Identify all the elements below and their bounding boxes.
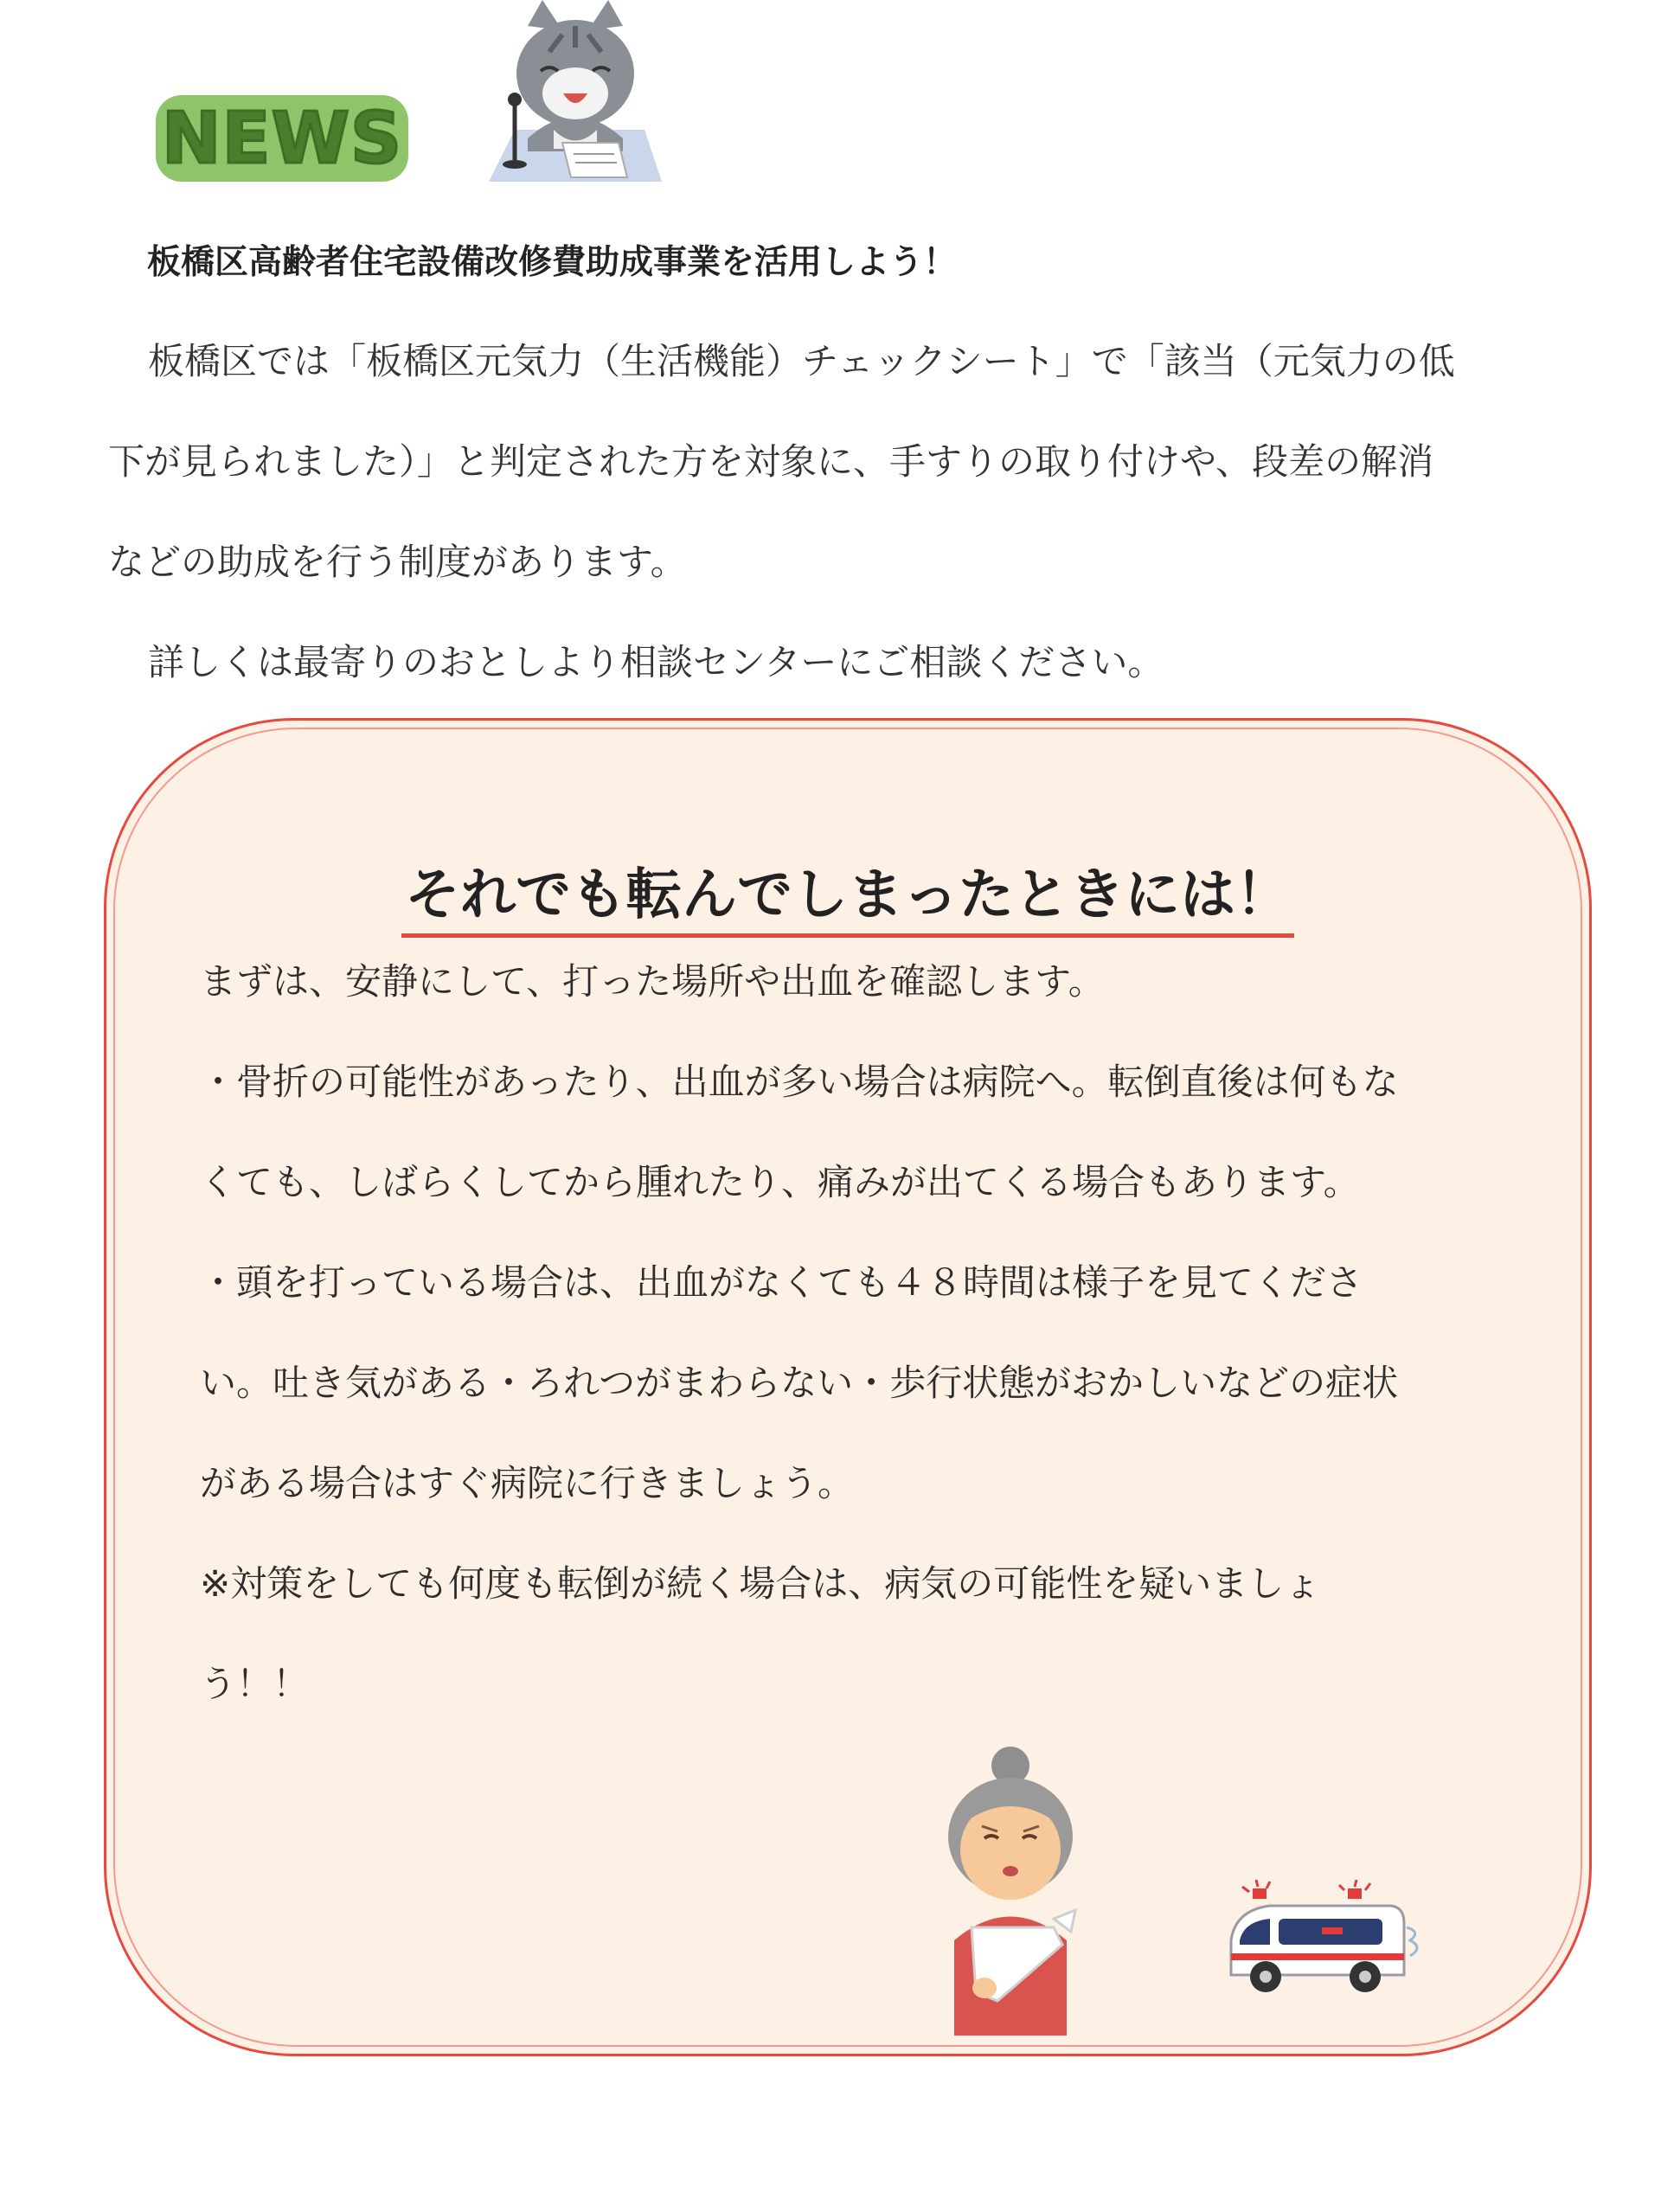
news-label: NEWS bbox=[161, 97, 403, 180]
box-title bbox=[106, 850, 1589, 938]
elderly-woman-sling-icon bbox=[902, 1741, 1119, 2036]
box-body bbox=[200, 932, 1515, 1734]
box-line: ・頭を打っている場合は、出血がなくても４８時間は様子を見てくださ bbox=[200, 1261, 1363, 1304]
box-line: まずは、安静にして、打った場所や出血を確認します。 bbox=[200, 960, 1105, 1003]
box-line: くても、しばらくしてから腫れたり、痛みが出てくる場合もあります。 bbox=[200, 1161, 1360, 1203]
box-line: い。吐き気がある・ろれつがまわらない・歩行状態がおかしいなどの症状 bbox=[200, 1362, 1399, 1404]
cat-newscaster-icon bbox=[480, 0, 670, 186]
paragraph-line: 板橋区では「板橋区元気力（生活機能）チェックシート」で「該当（元気力の低 bbox=[148, 340, 1455, 382]
paragraph-line: 下が見られました）」と判定された方を対象に、手すりの取り付けや、段差の解消 bbox=[108, 440, 1434, 483]
box-line: う！！ bbox=[200, 1663, 310, 1705]
box-line: がある場合はすぐ病院に行きましょう。 bbox=[200, 1462, 855, 1504]
article-heading: 板橋区高齢者住宅設備改修費助成事業を活用しよう！ bbox=[147, 243, 958, 282]
news-badge bbox=[156, 95, 408, 182]
fall-advice-box bbox=[104, 718, 1592, 2056]
box-line: ※対策をしても何度も転倒が続く場合は、病気の可能性を疑いましょ bbox=[200, 1562, 1321, 1605]
ambulance-icon bbox=[1218, 1880, 1426, 2010]
article-body bbox=[108, 311, 1562, 713]
paragraph-line: などの助成を行う制度があります。 bbox=[108, 541, 687, 583]
box-title-text: それでも転んでしまったときには！ bbox=[401, 850, 1294, 938]
box-line: ・骨折の可能性があったり、出血が多い場合は病院へ。転倒直後は何もな bbox=[200, 1061, 1399, 1103]
paragraph-line: 詳しくは最寄りのおとしより相談センターにご相談ください。 bbox=[148, 641, 1164, 683]
